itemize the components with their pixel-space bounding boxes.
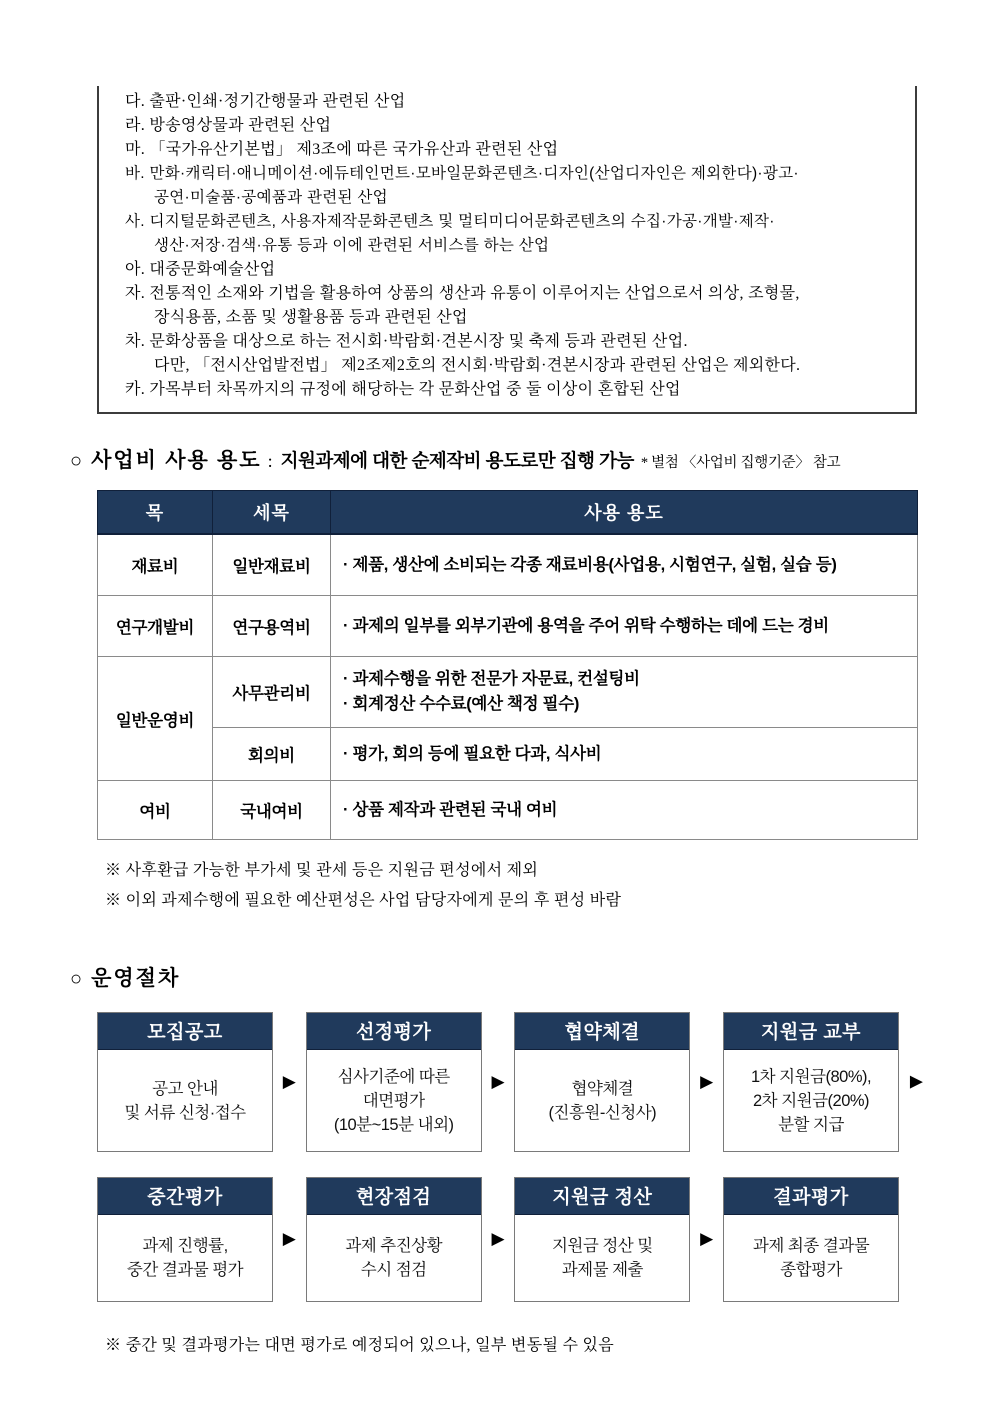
industry-line: 마. 「국가유산기본법」 제3조에 따른 국가유산과 관련된 산업	[125, 141, 559, 158]
usage-cell	[331, 596, 918, 657]
arrow-right-icon: ▶	[491, 1071, 505, 1092]
flow-step-body	[98, 1050, 272, 1151]
flow-step-body	[515, 1215, 689, 1301]
usage-line: · 제품, 생산에 소비되는 각종 재료비용(사업용, 시험연구, 실험, 실습 등)	[343, 555, 837, 574]
flow-step-interim-evaluation	[97, 1177, 273, 1302]
flow-step-body	[724, 1050, 898, 1151]
arrow-right-icon: ▶	[909, 1071, 923, 1092]
col-header-category: 목	[98, 491, 213, 535]
industry-line: 자. 전통적인 소재와 기법을 활용하여 상품의 생산과 유통이 이루어지는 산업으로서 의상, 조형물,	[125, 285, 800, 302]
flow-step-line: 공고 안내	[152, 1079, 218, 1098]
table-row	[98, 728, 918, 781]
subcategory-cell: 연구용역비	[213, 596, 331, 657]
flow-step-selection-evaluation	[306, 1012, 482, 1152]
process-flow-row-1	[97, 1012, 923, 1152]
arrow-right-icon: ▶	[282, 1229, 296, 1249]
subcategory-cell: 회의비	[213, 728, 331, 781]
flow-step-line: 과제물 제출	[561, 1261, 643, 1279]
flow-step-body	[307, 1215, 481, 1301]
category-cell: 일반운영비	[98, 657, 213, 781]
flow-step-title: 선정평가	[307, 1013, 481, 1050]
budget-side-note: * 별첨 〈사업비 집행기준〉 참고	[640, 455, 841, 471]
flow-step-line: 심사기준에 따른	[337, 1067, 450, 1086]
industry-list-box	[97, 86, 917, 414]
industry-line: 바. 만화·캐릭터·애니메이션·에듀테인먼트·모바일문화콘텐츠·디자인(산업디자인은 제외한다)·광고·	[125, 165, 799, 182]
flow-step-site-inspection	[306, 1177, 482, 1302]
budget-section-heading	[70, 444, 917, 474]
category-cell: 연구개발비	[98, 596, 213, 657]
note-line: ※ 사후환급 가능한 부가세 및 관세 등은 지원금 편성에서 제외	[105, 862, 539, 879]
process-note: ※ 중간 및 결과평가는 대면 평가로 예정되어 있으나, 일부 변동될 수 있음	[105, 1337, 615, 1354]
process-flow-row-2	[97, 1177, 899, 1302]
flow-step-line: 종합평가	[780, 1261, 842, 1279]
industry-line: 생산·저장·검색·유통 등과 이에 관련된 서비스를 하는 산업	[154, 237, 550, 254]
subcategory-cell: 국내여비	[213, 781, 331, 840]
arrow-right-icon: ▶	[700, 1229, 714, 1249]
industry-line: 다. 출판·인쇄·정기간행물과 관련된 산업	[125, 93, 406, 110]
heading-colon: :	[267, 451, 273, 471]
subcategory-cell: 사무관리비	[213, 657, 331, 728]
industry-line: 장식용품, 소품 및 생활용품 등과 관련된 산업	[154, 309, 468, 326]
industry-line: 카. 가목부터 차목까지의 규정에 해당하는 각 문화산업 중 둘 이상이 혼합된 산업	[125, 381, 681, 398]
flow-step-title: 중간평가	[98, 1178, 272, 1215]
flow-step-line: 및 서류 신청·접수	[124, 1103, 246, 1122]
budget-section-title: 사업비 사용 용도	[91, 448, 262, 472]
flow-step-title: 지원금 교부	[724, 1013, 898, 1050]
usage-line: · 평가, 회의 등에 필요한 다과, 식사비	[343, 744, 602, 763]
industry-line: 다만, 「전시산업발전법」 제2조제2호의 전시회·박람회·견본시장과 관련된 산업은 제외한다.	[154, 357, 801, 374]
industry-line: 라. 방송영상물과 관련된 산업	[125, 117, 332, 134]
subcategory-cell: 일반재료비	[213, 534, 331, 596]
arrow-right-icon: ▶	[282, 1071, 296, 1092]
flow-step-agreement	[514, 1012, 690, 1152]
flow-step-line: 중간 결과물 평가	[126, 1261, 244, 1279]
process-section-heading	[70, 962, 917, 992]
col-header-subcategory: 세목	[213, 491, 331, 535]
flow-step-body	[98, 1215, 272, 1301]
circle-bullet-icon: ○	[70, 968, 83, 990]
budget-table	[97, 490, 918, 840]
flow-step-line: (진흥원-신청사)	[548, 1103, 657, 1122]
flow-step-title: 모집공고	[98, 1013, 272, 1050]
flow-step-title: 협약체결	[515, 1013, 689, 1050]
usage-cell	[331, 657, 918, 728]
flow-step-grant-settlement	[514, 1177, 690, 1302]
industry-line: 아. 대중문화예술산업	[125, 261, 276, 278]
arrow-right-icon: ▶	[700, 1071, 714, 1092]
table-row	[98, 781, 918, 840]
flow-step-line: 협약체결	[571, 1079, 634, 1098]
flow-step-line: 분할 지급	[778, 1115, 844, 1134]
col-header-usage: 사용 용도	[331, 491, 918, 535]
industry-line: 공연·미술품·공예품과 관련된 산업	[154, 189, 388, 206]
flow-step-title: 결과평가	[724, 1178, 898, 1215]
flow-step-line: (10분~15분 내외)	[333, 1115, 454, 1134]
budget-notes	[105, 856, 917, 916]
process-section-title: 운영절차	[91, 966, 181, 990]
table-row	[98, 657, 918, 728]
table-row	[98, 596, 918, 657]
flow-step-title: 지원금 정산	[515, 1178, 689, 1215]
category-cell: 여비	[98, 781, 213, 840]
industry-line: 차. 문화상품을 대상으로 하는 전시회·박람회·견본시장 및 축제 등과 관련된 산업.	[125, 333, 688, 350]
flow-step-body	[515, 1050, 689, 1151]
flow-step-line: 과제 진행률,	[142, 1237, 228, 1255]
flow-step-recruitment	[97, 1012, 273, 1152]
flow-step-line: 지원금 정산 및	[551, 1237, 653, 1255]
circle-bullet-icon: ○	[70, 450, 83, 472]
flow-step-line: 과제 추진상황	[345, 1237, 443, 1255]
flow-step-line: 1차 지원금(80%),	[750, 1067, 872, 1086]
usage-cell	[331, 728, 918, 781]
flow-step-body	[724, 1215, 898, 1301]
flow-step-body	[307, 1050, 481, 1151]
usage-cell	[331, 781, 918, 840]
usage-line: · 과제수행을 위한 전문가 자문료, 컨설팅비	[343, 670, 640, 688]
usage-cell	[331, 534, 918, 596]
arrow-right-icon: ▶	[491, 1229, 505, 1249]
budget-table-header-row	[98, 491, 918, 535]
note-line: ※ 이외 과제수행에 필요한 예산편성은 사업 담당자에게 문의 후 편성 바람	[105, 892, 622, 909]
flow-step-line: 과제 최종 결과물	[752, 1237, 870, 1255]
usage-line: · 과제의 일부를 외부기관에 용역을 주어 위탁 수행하는 데에 드는 경비	[343, 616, 829, 635]
flow-step-title: 현장점검	[307, 1178, 481, 1215]
flow-step-final-evaluation	[723, 1177, 899, 1302]
flow-step-grant-payment	[723, 1012, 899, 1152]
budget-section-subtitle: 지원과제에 대한 순제작비 용도로만 집행 가능	[280, 450, 634, 471]
flow-step-line: 대면평가	[362, 1091, 425, 1110]
usage-line: · 상품 제작과 관련된 국내 여비	[343, 800, 558, 819]
table-row	[98, 534, 918, 596]
usage-line: · 회계정산 수수료(예산 책정 필수)	[343, 695, 580, 713]
category-cell: 재료비	[98, 534, 213, 596]
industry-line: 사. 디지털문화콘텐츠, 사용자제작문화콘텐츠 및 멀티미디어문화콘텐츠의 수집·가공·개발·제작·	[125, 213, 775, 230]
flow-step-line: 2차 지원금(20%)	[753, 1091, 870, 1110]
flow-step-line: 수시 점검	[360, 1261, 427, 1279]
